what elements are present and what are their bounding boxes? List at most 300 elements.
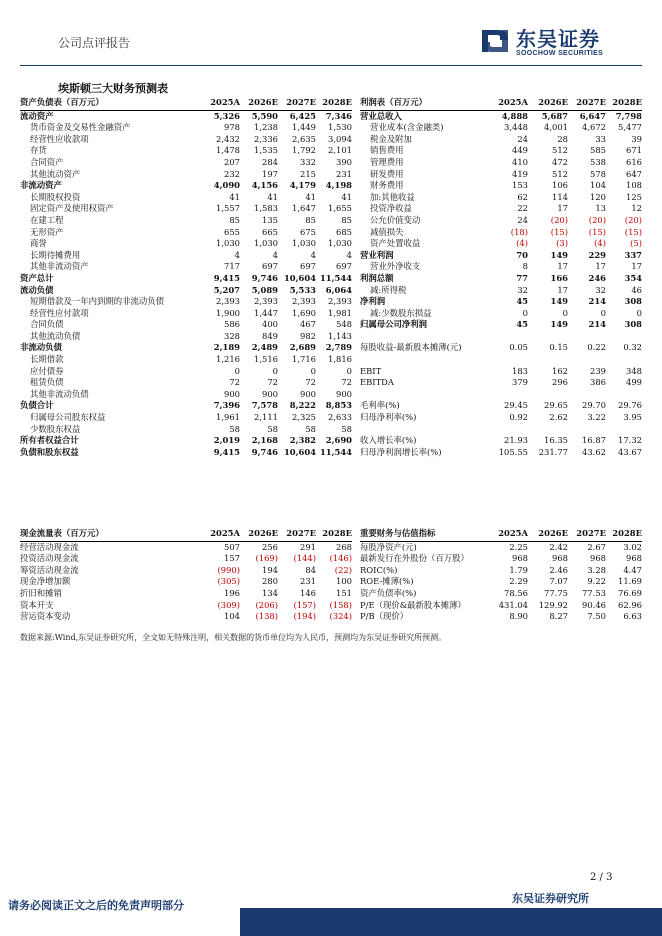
cell-value: 77.53: [582, 587, 606, 598]
cell-value: 6,064: [325, 284, 352, 295]
table-row: [360, 377, 642, 389]
row-label: 资本开支: [20, 599, 54, 610]
cell-value: 337: [624, 249, 642, 260]
cell-value: 900: [262, 388, 278, 399]
cell-value: (5): [630, 238, 642, 249]
cell-value: 72: [267, 377, 278, 388]
cell-value: [528, 424, 568, 436]
table-row: [20, 447, 352, 459]
cell-value: 0: [310, 365, 316, 376]
cashflow-header: 现金流量表（百万元）: [20, 528, 198, 541]
table-row: [20, 238, 352, 250]
cell-value: [568, 354, 606, 366]
cell-value: 9,415: [213, 272, 240, 283]
cell-value: 196: [224, 587, 240, 598]
cell-value: 0: [562, 307, 568, 318]
cell-value: (138): [255, 611, 278, 622]
row-label: P/B（现价）: [360, 611, 409, 622]
cell-value: 2,489: [251, 342, 278, 353]
cell-value: (4): [594, 238, 606, 249]
table-row: [360, 157, 642, 169]
row-label: 合同负债: [30, 319, 64, 330]
table-row: [360, 238, 642, 250]
row-label: 加:其他收益: [370, 191, 415, 202]
table-row: [20, 250, 352, 262]
table-row: [360, 134, 642, 146]
cell-value: 1,478: [216, 145, 240, 156]
cell-value: 1,030: [216, 238, 240, 249]
table-row: [20, 611, 352, 623]
cell-value: 21.93: [504, 435, 528, 446]
table-row: [360, 435, 642, 447]
cell-value: 85: [341, 214, 352, 225]
row-label: 营业利润: [360, 249, 394, 260]
cell-value: 968: [590, 553, 606, 564]
cell-value: 85: [305, 214, 316, 225]
cell-value: 4,156: [251, 180, 278, 191]
cell-value: 3.02: [623, 541, 642, 552]
cell-value: (18): [510, 226, 528, 237]
cell-value: 5,089: [251, 284, 278, 295]
year-header: 2025A: [488, 528, 528, 541]
cell-value: 12: [631, 203, 642, 214]
row-label: ROE-摊薄(%): [360, 576, 414, 587]
cell-value: 4,198: [325, 180, 352, 191]
cell-value: 29.76: [618, 400, 642, 411]
cell-value: (169): [255, 553, 278, 564]
cell-value: 586: [224, 319, 240, 330]
cell-value: 1,961: [216, 412, 240, 423]
cell-value: 129.92: [538, 599, 568, 610]
cell-value: 0: [600, 307, 606, 318]
cell-value: 2.25: [509, 541, 528, 552]
cell-value: [606, 389, 642, 401]
cell-value: [488, 424, 528, 436]
cell-value: 24: [517, 133, 528, 144]
row-label: ROIC(%): [360, 564, 398, 575]
cell-value: (3): [556, 238, 568, 249]
cell-value: 149: [550, 249, 568, 260]
cell-value: 9,415: [213, 446, 240, 457]
cell-value: 697: [300, 261, 316, 272]
row-label: 投资活动现金流: [20, 553, 79, 564]
cell-value: 85: [229, 214, 240, 225]
row-label: 资产处置收益: [370, 238, 421, 249]
table-row: [360, 285, 642, 297]
cell-value: 296: [552, 377, 568, 388]
cell-value: 2,633: [328, 412, 352, 423]
footer-disclaimer: 请务必阅读正文之后的免责声明部分: [8, 899, 184, 912]
table-row: [20, 273, 352, 285]
cell-value: (20): [588, 214, 606, 225]
cell-value: 256: [262, 541, 278, 552]
logo-en: SOOCHOW SECURITIES: [516, 50, 604, 57]
table-row: [360, 400, 642, 412]
row-label: 少数股东权益: [30, 423, 81, 434]
cash-flow-table: [20, 528, 352, 623]
cell-value: 512: [552, 168, 568, 179]
cell-value: (206): [255, 599, 278, 610]
cell-value: 10,604: [283, 446, 316, 457]
cell-value: 8.27: [549, 611, 568, 622]
cell-value: 62.96: [618, 599, 642, 610]
cell-value: 1,647: [292, 203, 316, 214]
table-row: [20, 331, 352, 343]
cell-value: 616: [626, 156, 642, 167]
cell-value: 2.62: [549, 412, 568, 423]
cell-value: (990): [217, 564, 240, 575]
source-note: 数据来源:Wind,东吴证券研究所，全文如无特殊注明，相关数据的货币单位均为人民币，预测均为东吴证券研究所预测。: [20, 633, 447, 642]
cell-value: 78.56: [504, 587, 528, 598]
table-row: [360, 553, 642, 565]
cell-value: (194): [293, 611, 316, 622]
cell-value: 968: [626, 553, 642, 564]
cell-value: 647: [626, 168, 642, 179]
cell-value: 1,583: [254, 203, 278, 214]
cell-value: 512: [552, 145, 568, 156]
row-label: 负债和股东权益: [20, 446, 79, 457]
cell-value: 2,432: [216, 133, 240, 144]
cell-value: 100: [336, 576, 352, 587]
cell-value: 58: [267, 423, 278, 434]
cell-value: (157): [293, 599, 316, 610]
table-row: [20, 110, 352, 122]
cell-value: 2,635: [292, 133, 316, 144]
cell-value: 2,393: [292, 296, 316, 307]
table-row: [20, 553, 352, 565]
cell-value: 1,900: [216, 307, 240, 318]
year-header: 2026E: [528, 528, 568, 541]
table-row: [20, 435, 352, 447]
cell-value: 7,578: [251, 400, 278, 411]
cell-value: (15): [550, 226, 568, 237]
row-label: 归属母公司净利润: [360, 319, 427, 330]
table-row: [360, 227, 642, 239]
table-row: [360, 576, 642, 588]
cell-value: 2,101: [328, 145, 352, 156]
cell-value: 1,143: [328, 330, 352, 341]
cell-value: 348: [626, 365, 642, 376]
cell-value: 3,448: [504, 122, 528, 133]
table-row: [20, 227, 352, 239]
cell-value: 717: [224, 261, 240, 272]
cell-value: [528, 389, 568, 401]
cell-value: 41: [229, 191, 240, 202]
row-label: 营业总收入: [360, 110, 402, 121]
year-header: 2026E: [240, 528, 278, 541]
table-row: [20, 215, 352, 227]
cell-value: 32: [517, 284, 528, 295]
row-label: 长期股权投资: [30, 191, 81, 202]
table-row: [360, 342, 642, 354]
row-label: 经营性应付款项: [30, 307, 89, 318]
cell-value: 4: [310, 249, 316, 260]
cell-value: [606, 354, 642, 366]
cell-value: 58: [341, 423, 352, 434]
table-row: [20, 366, 352, 378]
cell-value: [528, 331, 568, 343]
cell-value: 697: [262, 261, 278, 272]
table-row: [360, 273, 642, 285]
row-label: 货币资金及交易性金融资产: [30, 122, 131, 133]
table-row: [360, 588, 642, 600]
cell-value: 1.79: [509, 564, 528, 575]
cell-value: 41: [267, 191, 278, 202]
table-row: [360, 424, 642, 436]
cell-value: 291: [300, 541, 316, 552]
row-label: [360, 389, 488, 401]
cell-value: 134: [262, 587, 278, 598]
cell-value: 146: [300, 587, 316, 598]
cell-value: 671: [626, 145, 642, 156]
cell-value: 4,888: [501, 110, 528, 121]
row-label: 流动资产: [20, 110, 54, 121]
cell-value: 76.69: [618, 587, 642, 598]
cell-value: 7.07: [549, 576, 568, 587]
cell-value: 70: [516, 249, 528, 260]
table-row: [20, 192, 352, 204]
table-row: [20, 588, 352, 600]
cell-value: 1,030: [292, 238, 316, 249]
row-label: 合同资产: [30, 156, 64, 167]
cell-value: 32: [595, 284, 606, 295]
table-row: [20, 541, 352, 553]
row-label: 归母净利润增长率(%): [360, 446, 442, 457]
table-row: [360, 565, 642, 577]
row-label: 收入增长率(%): [360, 435, 417, 446]
cell-value: 197: [262, 168, 278, 179]
cell-value: 2.67: [587, 541, 606, 552]
cell-value: 284: [262, 156, 278, 167]
row-label: 流动负债: [20, 284, 54, 295]
table-row: [360, 296, 642, 308]
row-label: 商誉: [30, 238, 47, 249]
row-label: 经营活动现金流: [20, 541, 79, 552]
cell-value: 308: [624, 319, 642, 330]
cell-value: 108: [626, 180, 642, 191]
cell-value: (15): [624, 226, 642, 237]
cell-value: 120: [590, 191, 606, 202]
cell-value: 58: [229, 423, 240, 434]
cell-value: 1,030: [328, 238, 352, 249]
table-row: [360, 541, 642, 553]
cell-value: 8,222: [289, 400, 316, 411]
report-type: 公司点评报告: [58, 36, 131, 50]
header-divider: [20, 65, 642, 66]
cell-value: 24: [517, 214, 528, 225]
cell-value: 268: [336, 541, 352, 552]
cell-value: 472: [552, 156, 568, 167]
cell-value: (144): [293, 553, 316, 564]
cell-value: 7,346: [325, 110, 352, 121]
cell-value: 17: [557, 203, 568, 214]
row-label: 减:所得税: [370, 284, 407, 295]
cell-value: 0: [272, 365, 278, 376]
table-row: [360, 203, 642, 215]
cell-value: (324): [329, 611, 352, 622]
balance-sheet-table: [20, 97, 352, 458]
row-label: 财务费用: [370, 180, 404, 191]
table-row: [20, 576, 352, 588]
cell-value: 585: [590, 145, 606, 156]
row-label: 减值损失: [370, 226, 404, 237]
cell-value: 2,393: [216, 296, 240, 307]
cell-value: 1,535: [254, 145, 278, 156]
cell-value: 9,746: [251, 272, 278, 283]
row-label: 销售费用: [370, 145, 404, 156]
table-row: [20, 342, 352, 354]
table-row: [20, 261, 352, 273]
row-label: 税金及附加: [370, 133, 412, 144]
cell-value: 1,238: [254, 122, 278, 133]
row-label: 营运资本变动: [20, 611, 71, 622]
cell-value: 22: [517, 203, 528, 214]
row-label: 存货: [30, 145, 47, 156]
cell-value: 0.05: [509, 342, 528, 353]
row-label: 资产负债率(%): [360, 587, 417, 598]
cell-value: 665: [262, 226, 278, 237]
table-row: [20, 157, 352, 169]
row-label: 折旧和摊销: [20, 587, 62, 598]
cell-value: 17: [557, 261, 568, 272]
cell-value: 1,530: [328, 122, 352, 133]
row-label: 归母净利率(%): [360, 412, 417, 423]
table-row: [20, 180, 352, 192]
cell-value: 655: [224, 226, 240, 237]
cell-value: 106: [552, 180, 568, 191]
cell-value: 45: [516, 296, 528, 307]
cell-value: (15): [588, 226, 606, 237]
year-header: 2025A: [198, 528, 240, 541]
table-row: [360, 354, 642, 366]
row-label: 营业成本(含金融类): [370, 122, 444, 133]
cell-value: 162: [552, 365, 568, 376]
cell-value: 1,030: [254, 238, 278, 249]
cell-value: 8.90: [509, 611, 528, 622]
row-label: 长期借款: [30, 354, 64, 365]
row-label: 归属母公司股东权益: [30, 412, 106, 423]
cell-value: (146): [329, 553, 352, 564]
cell-value: 41: [305, 191, 316, 202]
cell-value: 29.45: [504, 400, 528, 411]
row-label: 减:少数股东损益: [370, 307, 432, 318]
cell-value: 2,382: [289, 435, 316, 446]
cell-value: 6,425: [289, 110, 316, 121]
table-row: [360, 389, 642, 401]
row-label: 其他非流动资产: [30, 261, 89, 272]
cell-value: 5,533: [289, 284, 316, 295]
cell-value: 229: [588, 249, 606, 260]
row-label: 其他非流动负债: [30, 388, 89, 399]
cell-value: 214: [588, 319, 606, 330]
table-row: [360, 331, 642, 343]
cell-value: 1,447: [254, 307, 278, 318]
row-label: 租赁负债: [30, 377, 64, 388]
cell-value: 982: [300, 330, 316, 341]
cell-value: 207: [224, 156, 240, 167]
row-label: 研发费用: [370, 168, 404, 179]
cell-value: 4,001: [544, 122, 568, 133]
cell-value: (20): [550, 214, 568, 225]
cell-value: 332: [300, 156, 316, 167]
table-row: [360, 412, 642, 424]
cell-value: 8: [522, 261, 528, 272]
cell-value: [488, 389, 528, 401]
table-row: [20, 400, 352, 412]
cell-value: 1,690: [292, 307, 316, 318]
year-header: 2027E: [568, 97, 606, 110]
cell-value: 5,326: [213, 110, 240, 121]
table-row: [360, 192, 642, 204]
cell-value: 7.50: [587, 611, 606, 622]
cell-value: 5,590: [251, 110, 278, 121]
cell-value: 1,216: [216, 354, 240, 365]
year-header: 2027E: [278, 97, 316, 110]
cell-value: 11.69: [618, 576, 642, 587]
cell-value: 166: [550, 272, 568, 283]
cell-value: 2.29: [509, 576, 528, 587]
cell-value: 308: [624, 296, 642, 307]
cell-value: 46: [631, 284, 642, 295]
row-label: 最新发行在外股份（百万股）: [360, 553, 469, 564]
cell-value: 72: [305, 377, 316, 388]
cell-value: 1,981: [328, 307, 352, 318]
cell-value: 72: [341, 377, 352, 388]
row-label: P/E（现价&最新股本摊薄）: [360, 599, 466, 610]
cell-value: 4,179: [289, 180, 316, 191]
cell-value: 900: [336, 388, 352, 399]
cell-value: (309): [217, 599, 240, 610]
cell-value: 968: [552, 553, 568, 564]
row-label: 非流动负债: [20, 342, 62, 353]
table-row: [360, 250, 642, 262]
table-row: [20, 565, 352, 577]
row-label: 资产总计: [20, 272, 54, 283]
cell-value: 4.47: [623, 564, 642, 575]
table-row: [20, 412, 352, 424]
cell-value: 194: [262, 564, 278, 575]
cell-value: 548: [336, 319, 352, 330]
year-header: 2028E: [316, 97, 352, 110]
row-label: 公允价值变动: [370, 214, 421, 225]
cell-value: 231: [300, 576, 316, 587]
row-label: 所有者权益合计: [20, 435, 79, 446]
cell-value: (158): [329, 599, 352, 610]
table-row: [20, 319, 352, 331]
cell-value: 400: [262, 319, 278, 330]
cell-value: 410: [512, 156, 528, 167]
cell-value: 449: [512, 145, 528, 156]
cell-value: 29.65: [544, 400, 568, 411]
cell-value: 149: [550, 296, 568, 307]
cell-value: 2,019: [213, 435, 240, 446]
cell-value: 43.62: [582, 446, 606, 457]
cell-value: 386: [590, 377, 606, 388]
table-row: [360, 447, 642, 459]
cell-value: 5,477: [618, 122, 642, 133]
row-label: 在建工程: [30, 214, 64, 225]
table-row: [20, 285, 352, 297]
cell-value: 2.46: [549, 564, 568, 575]
cell-value: 6,647: [579, 110, 606, 121]
year-header: 2025A: [198, 97, 240, 110]
cell-value: [568, 389, 606, 401]
cell-value: (22): [334, 564, 352, 575]
cell-value: 1,816: [328, 354, 352, 365]
cell-value: 419: [512, 168, 528, 179]
cell-value: 675: [300, 226, 316, 237]
cell-value: [606, 331, 642, 343]
